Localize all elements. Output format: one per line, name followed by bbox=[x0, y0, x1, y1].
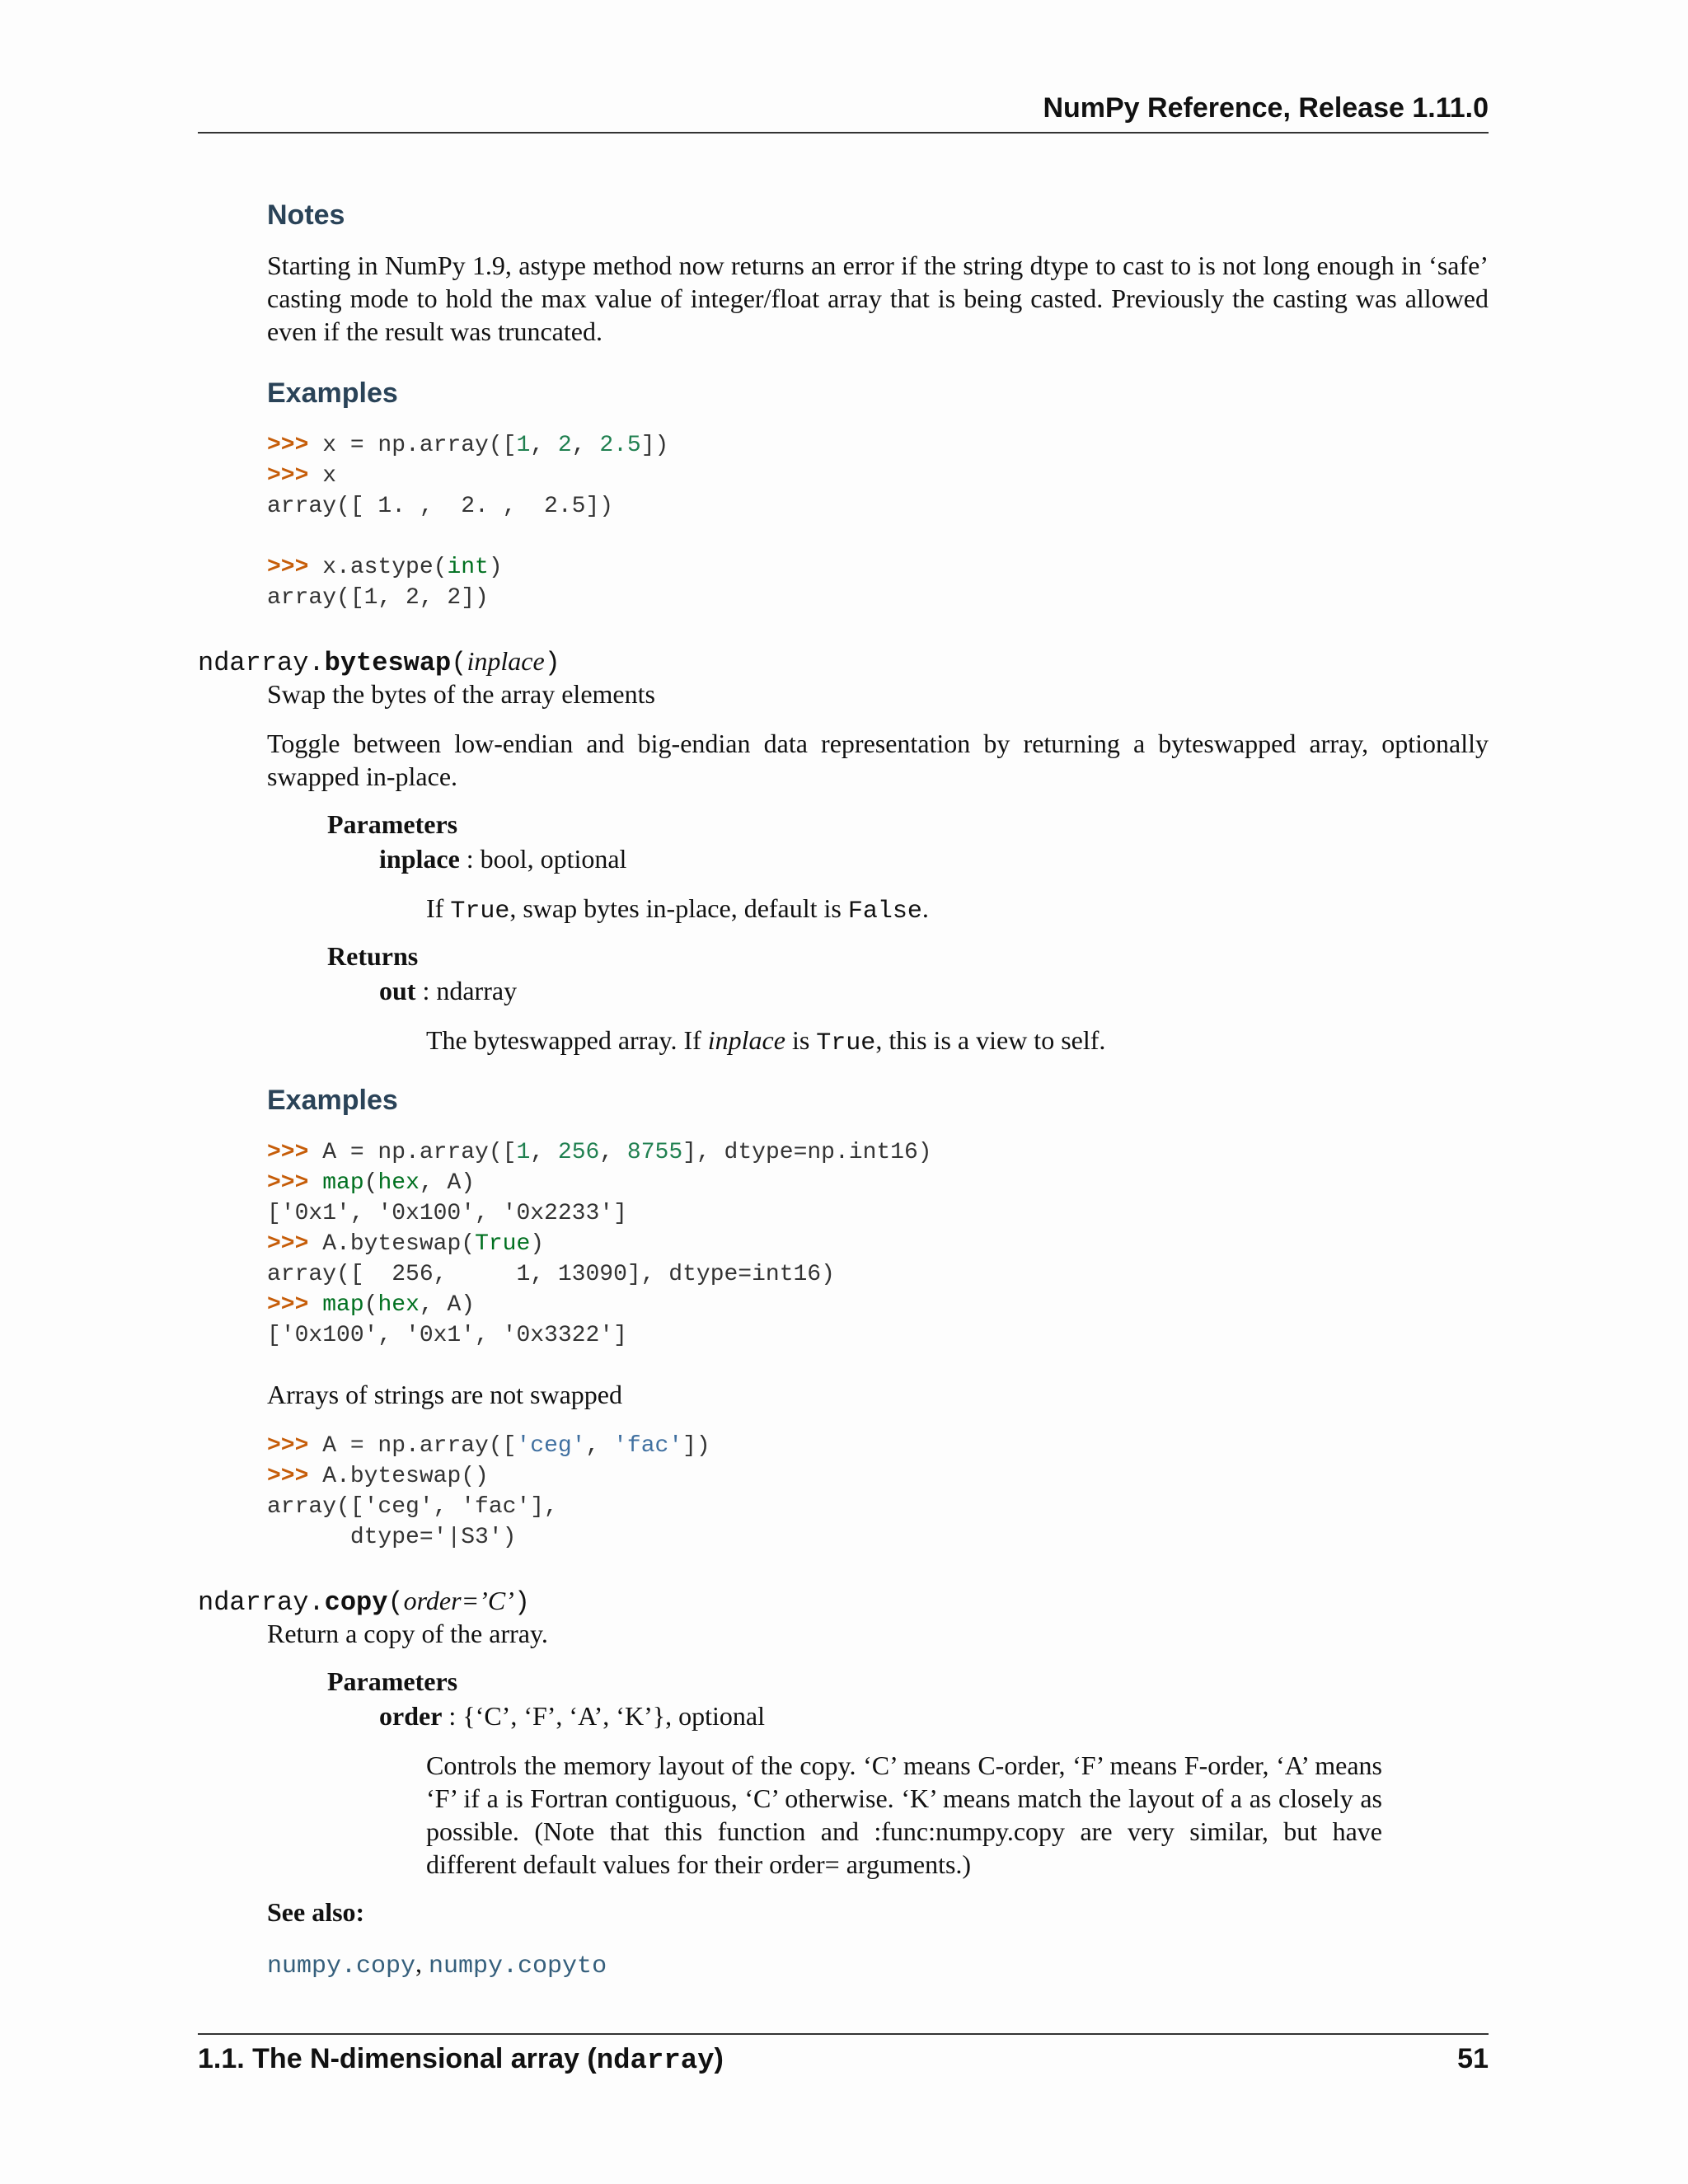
copy-signature: ndarray.copy(order=’C’) bbox=[198, 1586, 531, 1618]
code-output: array([ 1. , 2. , 2.5]) bbox=[267, 494, 614, 519]
see-also-label: See also: bbox=[267, 1897, 365, 1927]
code-line: >>> x.astype(int) bbox=[267, 555, 503, 580]
param-inplace-desc: If True, swap bytes in-place, default is False. bbox=[426, 893, 929, 926]
code-output: ['0x1', '0x100', '0x2233'] bbox=[267, 1201, 627, 1226]
parameters-label: Parameters bbox=[327, 809, 458, 839]
page-number: 51 bbox=[1457, 2043, 1489, 2074]
code-line: >>> map(hex, A) bbox=[267, 1292, 476, 1318]
copy-summary: Return a copy of the array. bbox=[267, 1619, 548, 1648]
footer-section: 1.1. The N-dimensional array (ndarray) bbox=[198, 2043, 724, 2077]
returns-label: Returns bbox=[327, 941, 419, 971]
parameters-label: Parameters bbox=[327, 1666, 458, 1696]
byteswap-description: Toggle between low-endian and big-endian data representation by returning a byteswapped array, optionally swapped in-place. bbox=[267, 729, 1489, 791]
code-line: >>> A = np.array(['ceg', 'fac']) bbox=[267, 1433, 710, 1459]
code-output: ['0x100', '0x1', '0x3322'] bbox=[267, 1323, 627, 1348]
code-line: >>> A.byteswap(True) bbox=[267, 1231, 545, 1257]
byteswap-signature: ndarray.byteswap(inplace) bbox=[198, 646, 560, 678]
page-header bbox=[198, 92, 1489, 134]
examples-heading: Examples bbox=[267, 377, 398, 409]
code-output: dtype='|S3') bbox=[267, 1525, 517, 1550]
link-numpy-copy[interactable]: numpy.copy bbox=[267, 1952, 416, 1980]
code-block-byteswap bbox=[267, 1137, 932, 1351]
code-output: array([ 256, 1, 13090], dtype=int16) bbox=[267, 1262, 835, 1287]
code-block-astype bbox=[267, 430, 668, 613]
running-title: NumPy Reference, Release 1.11.0 bbox=[1043, 92, 1489, 124]
page-footer bbox=[198, 2033, 1489, 2076]
return-out-desc: The byteswapped array. If inplace is True, this is a view to self. bbox=[426, 1025, 1106, 1057]
code-line: >>> A.byteswap() bbox=[267, 1464, 489, 1489]
code-line: >>> A = np.array([1, 256, 8755], dtype=np.int16) bbox=[267, 1140, 932, 1165]
code-line: >>> x = np.array([1, 2, 2.5]) bbox=[267, 433, 669, 458]
param-order: order : {‘C’, ‘F’, ‘A’, ‘K’}, optional bbox=[379, 1701, 765, 1731]
code-output: array(['ceg', 'fac'], bbox=[267, 1494, 558, 1520]
code-block-strings bbox=[267, 1431, 710, 1553]
link-numpy-copyto[interactable]: numpy.copyto bbox=[429, 1952, 607, 1980]
code-line: >>> x bbox=[267, 463, 337, 489]
examples-heading: Examples bbox=[267, 1085, 398, 1116]
code-output: array([1, 2, 2]) bbox=[267, 585, 489, 611]
notes-text: Starting in NumPy 1.9, astype method now returns an error if the string dtype to cast to is not long enough in ‘safe’ casting mode to hold the max value of integer/float array that is being casted. Previously the casting was allowed even if the result was truncated. bbox=[267, 251, 1489, 346]
return-out: out : ndarray bbox=[379, 976, 518, 1005]
byteswap-summary: Swap the bytes of the array elements bbox=[267, 679, 655, 709]
code-line: >>> map(hex, A) bbox=[267, 1170, 476, 1196]
strings-note: Arrays of strings are not swapped bbox=[267, 1380, 622, 1409]
param-inplace: inplace : bool, optional bbox=[379, 844, 627, 874]
see-also-links: numpy.copy, numpy.copyto bbox=[267, 1948, 607, 1980]
notes-heading: Notes bbox=[267, 199, 345, 231]
param-order-desc: Controls the memory layout of the copy. ‘C’ means C-order, ‘F’ means F-order, ‘A’ means ‘F’ if a is Fortran contiguous, ‘C’ otherwise. ‘K’ means match the layout of a as closely as possible. (Note that this function and :func:numpy.copy are very similar, but have different default values for their order= arguments.) bbox=[426, 1750, 1382, 1879]
